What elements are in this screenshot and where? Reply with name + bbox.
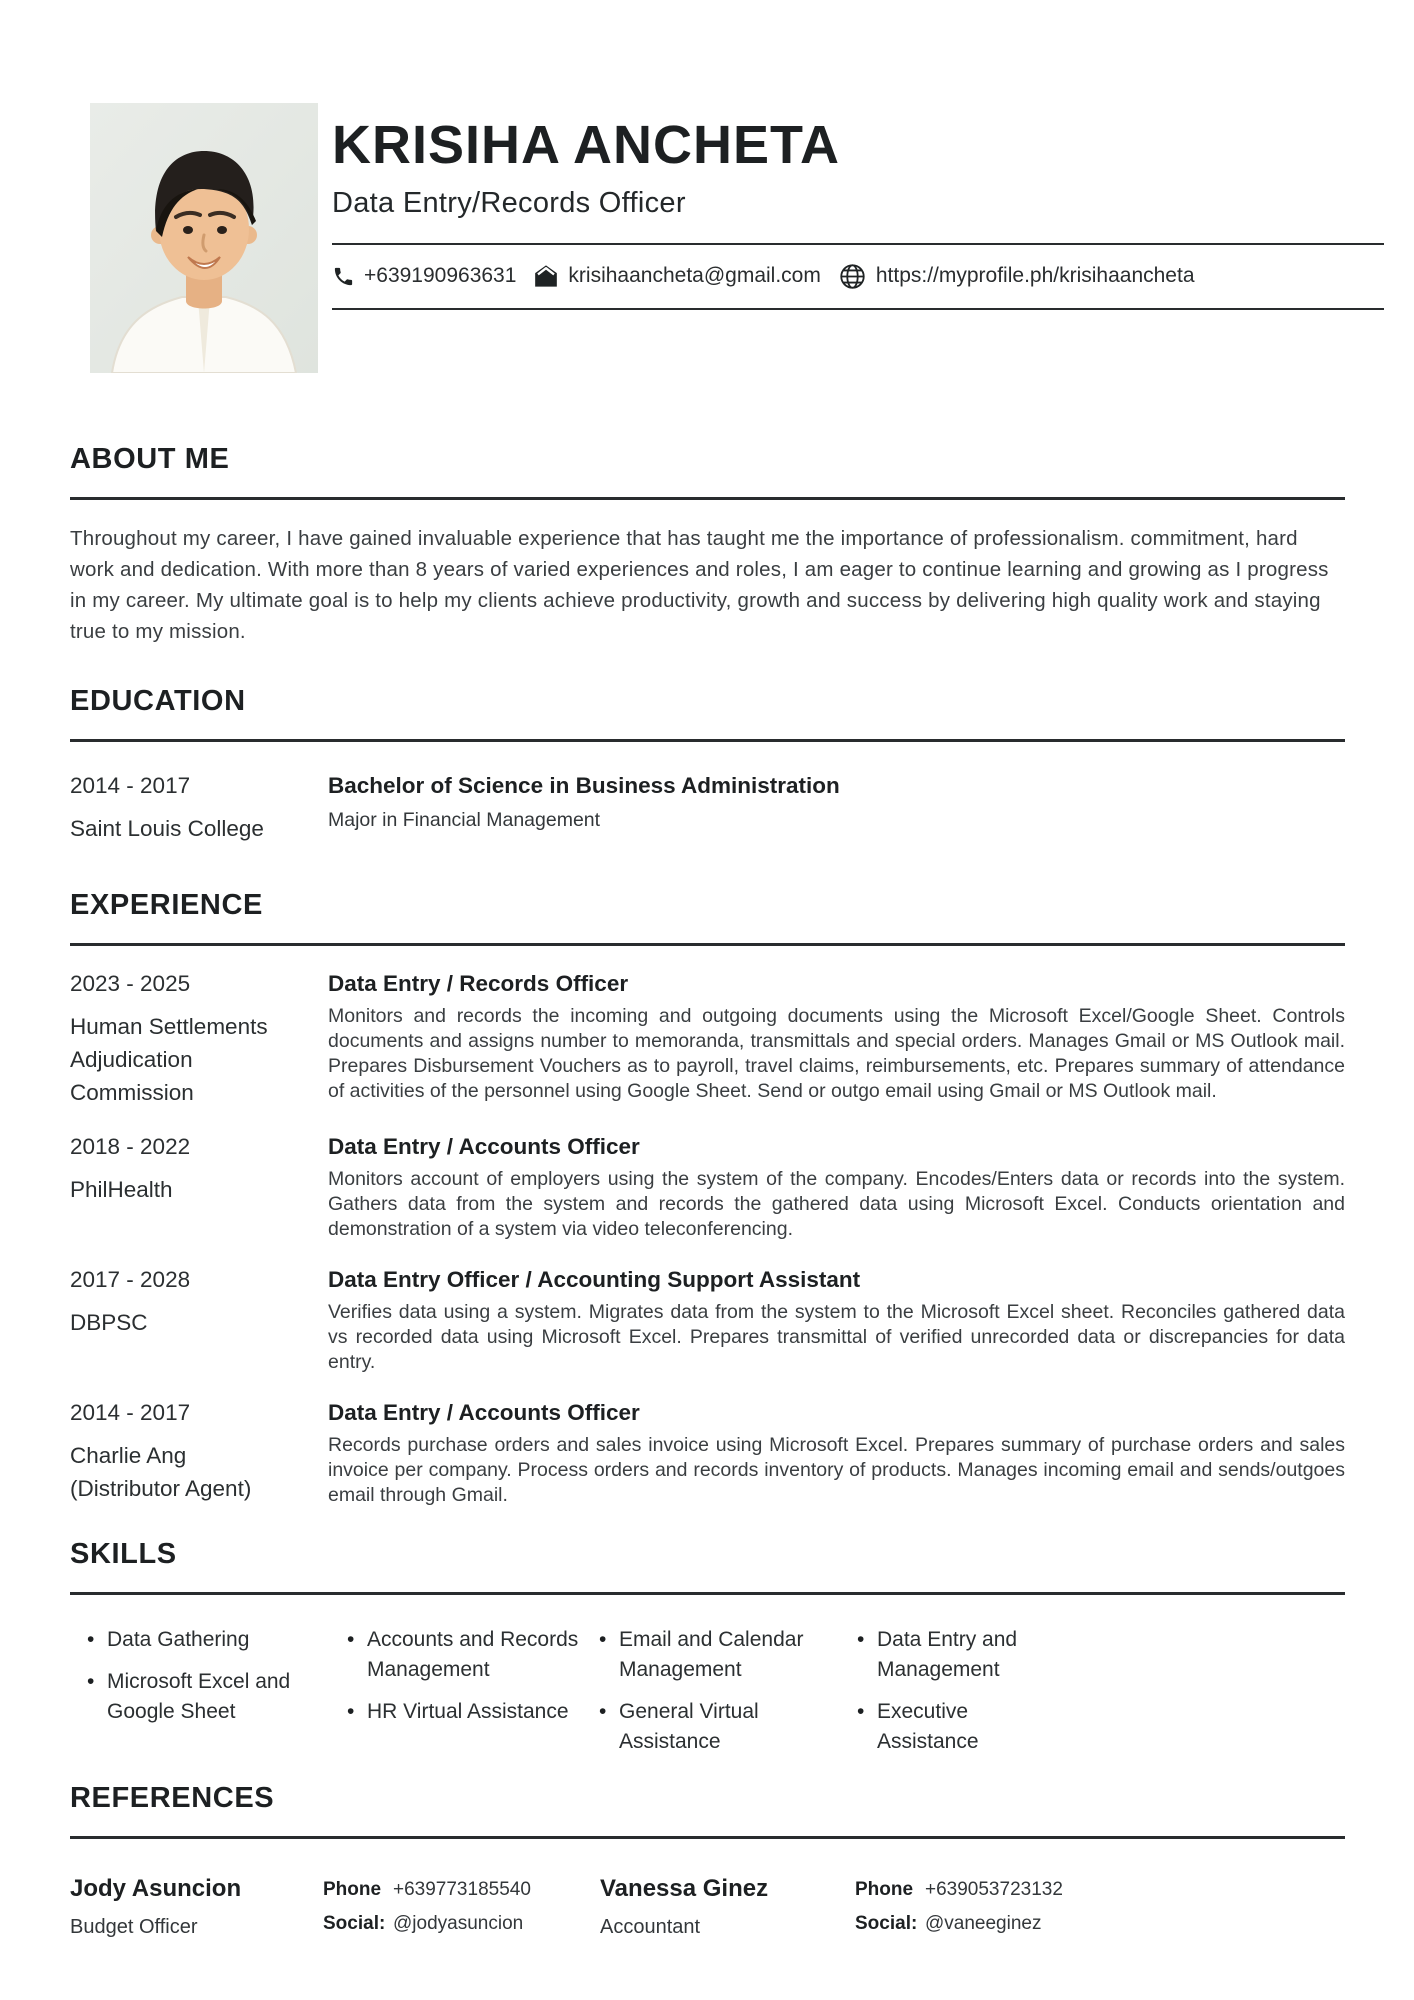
contact-bar [332,243,1384,310]
about-text: Throughout my career, I have gained invaluable experience that has taught me the importance of professionalism. commitment, hard work and dedication. With more than 8 years of varied experiences and roles, I am eager to continue learning and growing as I progress in my career. My ultimate goal is to help my clients achieve productivity, growth and success by delivering high quality work and staying true to my mission. [70,527,1329,643]
experience-right [328,971,1345,1109]
profile-photo [90,103,318,373]
experience-description: Monitors and records the incoming and outgoing documents using the Microsoft Excel/Google Sheet. Controls documents and assigns number to memoranda, transmittals and special orders. Manages Gmail or MS Outlook mail. Prepares Disbursement Vouchers as to payroll, travel claims, reimbursements, etc. Prepares summary of attendance of activities of the personnel using Google Sheet. Send or outgo email using Gmail or MS Outlook mail. [328,1005,1345,1102]
education-entry [70,773,1345,845]
reference-title: Accountant [600,1916,701,1938]
person-name: KRISIHA ANCHETA [332,115,840,175]
experience-dates: 2023 - 2025 [70,971,191,996]
about-heading: ABOUT ME [70,443,230,475]
phone-label: Phone [323,1879,382,1900]
person-title: Data Entry/Records Officer [332,186,686,219]
skills-column [85,1625,345,1769]
experience-heading: EXPERIENCE [70,889,263,921]
skill-item: • Email and Calendar Management [597,1625,812,1685]
experience-description: Verifies data using a system. Migrates data from the system to the Microsoft Excel sheet. Reconciles gathered data vs recorded data using Microsoft Excel. Prepares transmittal of verified unrecorded data or discrepancies for data entry. [328,1301,1345,1373]
skills-column [855,1625,1345,1769]
experience-organization: DBPSC [70,1310,148,1335]
experience-left [70,1134,328,1242]
skills-column [345,1625,597,1769]
education-degree: Bachelor of Science in Business Administration [328,773,840,798]
experience-job-title: Data Entry / Accounts Officer [328,1134,640,1159]
phone-number[interactable]: +639190963631 [364,264,517,288]
reference-person [70,1875,323,1939]
header-text-block [332,103,1384,373]
skill-item: • General Virtual Assistance [597,1697,812,1757]
skill-item: • Executive Assistance [855,1697,1030,1757]
education-major: Major in Financial Management [328,809,601,831]
website-contact [838,262,1195,291]
education-heading: EDUCATION [70,685,246,717]
skills-column [597,1625,855,1769]
experience-description: Monitors account of employers using the system of the company. Encodes/Enters data or records into the system. Gathers data from the system and records the gathered data using Microsoft Excel. Conducts orientation and demonstration of a system via video teleconferencing. [328,1168,1345,1240]
education-left [70,773,328,845]
reference-person [600,1875,855,1939]
experience-job-title: Data Entry / Records Officer [328,971,629,996]
experience-right [328,1400,1345,1508]
mail-icon [533,263,559,289]
section-skills [70,1538,1345,1769]
reference-name: Jody Asuncion [70,1875,242,1902]
experience-organization: PhilHealth [70,1177,173,1202]
reference-phone: +639053723132 [925,1879,1063,1900]
phone-label: Phone [855,1879,914,1900]
section-divider [70,943,1345,946]
experience-job-title: Data Entry Officer / Accounting Support Assistant [328,1267,861,1292]
references-row [70,1875,1345,1939]
phone-contact [332,264,516,288]
section-divider [70,1592,1345,1595]
skills-heading: SKILLS [70,1538,177,1570]
experience-organization: Charlie Ang (Distributor Agent) [70,1443,252,1501]
social-label: Social: [855,1913,918,1934]
profile-photo-illustration [90,103,318,373]
globe-icon [838,262,867,291]
section-divider [70,497,1345,500]
experience-right [328,1134,1345,1242]
experience-job-title: Data Entry / Accounts Officer [328,1400,640,1425]
experience-entry [70,1400,1345,1508]
experience-right [328,1267,1345,1375]
experience-description: Records purchase orders and sales invoice using Microsoft Excel. Prepares summary of purchase orders and sales invoice per company. Process orders and records inventory of products. Manages incoming email and sends/outgoes email through Gmail. [328,1434,1345,1506]
email-contact [533,263,820,289]
references-heading: REFERENCES [70,1782,275,1814]
skill-item: • Accounts and Records Management [345,1625,580,1685]
reference-social-line [855,1913,1345,1935]
social-label: Social: [323,1913,386,1934]
resume-header [0,0,1414,373]
reference-social-line [323,1913,600,1935]
section-education [70,685,1345,845]
skill-item: • Microsoft Excel and Google Sheet [85,1667,310,1727]
experience-left [70,971,328,1109]
experience-dates: 2014 - 2017 [70,1400,191,1425]
experience-left [70,1267,328,1375]
reference-phone-line [855,1879,1345,1901]
section-experience [70,889,1345,1508]
experience-entry [70,971,1345,1109]
skill-item: • Data Gathering [85,1625,310,1655]
section-divider [70,1836,1345,1839]
skill-item: • HR Virtual Assistance [345,1697,580,1727]
reference-name: Vanessa Ginez [600,1875,769,1902]
reference-phone-line [323,1879,600,1901]
phone-icon [332,265,355,288]
reference-social: @vaneeginez [925,1913,1042,1934]
skill-item: • Data Entry and Management [855,1625,1030,1685]
experience-dates: 2018 - 2022 [70,1134,191,1159]
section-divider [70,739,1345,742]
reference-title: Budget Officer [70,1916,198,1938]
experience-entry [70,1267,1345,1375]
reference-phone: +639773185540 [393,1879,531,1900]
education-right [328,773,1345,845]
website-url[interactable]: https://myprofile.ph/krisihaancheta [875,264,1195,288]
reference-details [323,1875,600,1939]
reference-social: @jodyasuncion [393,1913,524,1934]
experience-left [70,1400,328,1508]
education-school: Saint Louis College [70,816,264,841]
section-about [70,443,1345,647]
experience-entry [70,1134,1345,1242]
section-references [70,1782,1345,1939]
skills-grid [70,1625,1345,1769]
education-dates: 2014 - 2017 [70,773,191,798]
email-address[interactable]: krisihaancheta@gmail.com [568,264,821,288]
experience-dates: 2017 - 2028 [70,1267,191,1292]
experience-organization: Human Settlements Adjudication Commission [70,1014,268,1105]
reference-details [855,1875,1345,1939]
